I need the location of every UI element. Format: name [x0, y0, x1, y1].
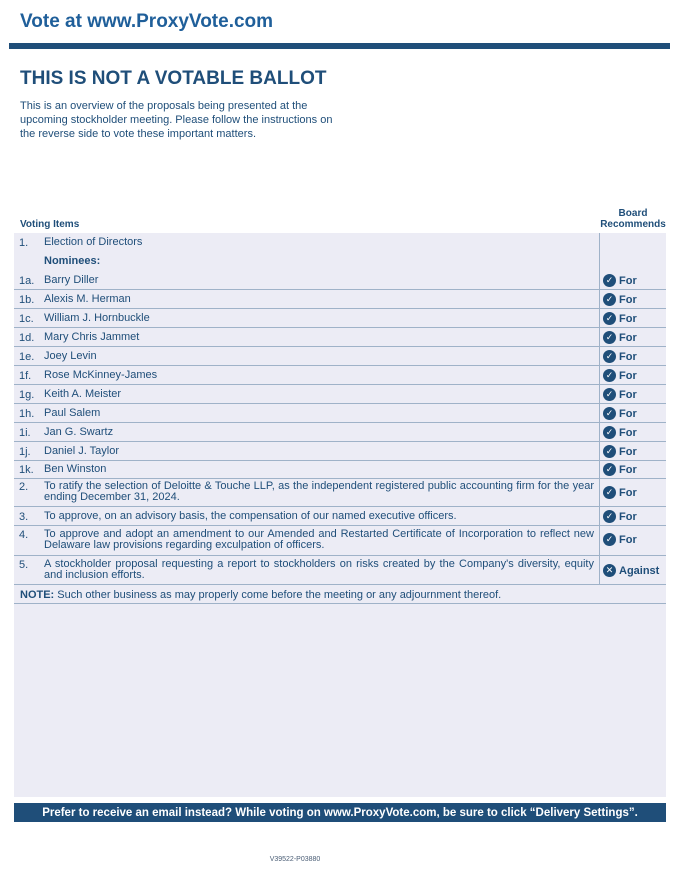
table-row-1d [14, 328, 666, 347]
table-row-1k [14, 461, 666, 479]
nominee-name: Jan G. Swartz [44, 426, 114, 438]
item-number: 1j. [19, 446, 31, 458]
recommendation-label: For [619, 510, 637, 523]
checkmark-circle-icon: ✓ [603, 331, 616, 344]
recommendation [603, 369, 665, 382]
checkmark-circle-icon: ✓ [603, 533, 616, 546]
table-row-1b [14, 290, 666, 309]
nominee-name: Mary Chris Jammet [44, 331, 140, 343]
proposal-text: To ratify the selection of Deloitte & Touche LLP, as the independent registered public accounting firm for the year ending December 31, 2024. [44, 480, 594, 503]
proposal-text: To approve and adopt an amendment to our Amended and Restarted Certificate of Incorporation to reflect new Delaware law provisions regarding exculpation of officers. [44, 528, 594, 551]
item-number: 1f. [19, 370, 32, 382]
nominees-heading-row [14, 252, 666, 271]
checkmark-circle-icon: ✓ [603, 388, 616, 401]
item-number: 2. [19, 481, 29, 493]
item-number: 4. [19, 529, 29, 541]
nominee-name: Barry Diller [44, 274, 99, 286]
recommendation [603, 426, 665, 439]
document-code: V39522-P03880 [269, 856, 321, 863]
item-number: 1k. [19, 464, 34, 476]
recommendation [603, 463, 665, 476]
recommendation [603, 486, 665, 499]
column-header-board-line2: Recommends [600, 219, 666, 230]
recommendation [603, 274, 665, 287]
recommendation-label: Against [619, 564, 660, 577]
checkmark-circle-icon: ✓ [603, 510, 616, 523]
item-number: 5. [19, 559, 29, 571]
checkmark-circle-icon: ✓ [603, 426, 616, 439]
nominee-name: Joey Levin [44, 350, 97, 362]
recommendation-label: For [619, 274, 637, 287]
recommendation-label: For [619, 486, 637, 499]
header-divider [9, 43, 670, 49]
table-row-1g [14, 385, 666, 404]
table-row-1j [14, 442, 666, 461]
recommendation [603, 445, 665, 458]
recommendation [603, 293, 665, 306]
column-header-board-recommends [600, 208, 666, 230]
checkmark-circle-icon: ✓ [603, 407, 616, 420]
item-number: 1c. [19, 313, 34, 325]
recommendation [603, 510, 665, 523]
note-label: NOTE: [20, 589, 55, 601]
checkmark-circle-icon: ✓ [603, 445, 616, 458]
nominee-name: Rose McKinney-James [44, 369, 158, 381]
item-number: 1g. [19, 389, 35, 401]
recommendation-label: For [619, 407, 637, 420]
table-row-5 [14, 556, 666, 585]
table-row-1 [14, 233, 666, 252]
table-row-1f [14, 366, 666, 385]
table-row-1e [14, 347, 666, 366]
recommendation-label: For [619, 445, 637, 458]
recommendation [603, 564, 665, 577]
nominee-name: Paul Salem [44, 407, 101, 419]
item-number: 1b. [19, 294, 35, 306]
table-row-1a [14, 271, 666, 290]
page-title: THIS IS NOT A VOTABLE BALLOT [20, 68, 327, 89]
note-body: Such other business as may properly come before the meeting or any adjournment thereof. [54, 589, 502, 601]
recommendation-label: For [619, 312, 637, 325]
column-header-voting-items: Voting Items [20, 219, 80, 230]
recommendation [603, 331, 665, 344]
checkmark-circle-icon: ✓ [603, 274, 616, 287]
item-number: 1e. [19, 351, 35, 363]
table-row-2 [14, 479, 666, 507]
recommendation-label: For [619, 388, 637, 401]
nominees-label: Nominees: [44, 255, 101, 267]
recommendation [603, 407, 665, 420]
table-row-1i [14, 423, 666, 442]
recommendation-label: For [619, 331, 637, 344]
checkmark-circle-icon: ✓ [603, 463, 616, 476]
recommendation-label: For [619, 293, 637, 306]
item-text: Election of Directors [44, 236, 143, 248]
table-row-1c [14, 309, 666, 328]
recommendation-label: For [619, 426, 637, 439]
header-title[interactable]: Vote at www.ProxyVote.com [20, 11, 274, 32]
nominee-name: Ben Winston [44, 463, 107, 475]
table-row-3 [14, 507, 666, 526]
item-number: 3. [19, 511, 29, 523]
item-number: 1d. [19, 332, 35, 344]
nominee-name: Alexis M. Herman [44, 293, 131, 305]
recommendation-label: For [619, 463, 637, 476]
table-row-4 [14, 526, 666, 556]
intro-text: This is an overview of the proposals being presented at the upcoming stockholder meeting. Please follow the instructions on the reverse side to vote these important matters. [20, 100, 333, 140]
note-text [20, 589, 501, 601]
item-number: 1i. [19, 427, 31, 439]
nominee-name: Daniel J. Taylor [44, 445, 119, 457]
recommendation-label: For [619, 369, 637, 382]
delivery-settings-banner [14, 803, 666, 822]
checkmark-circle-icon: ✓ [603, 350, 616, 363]
recommendation-label: For [619, 533, 637, 546]
proposal-text: To approve, on an advisory basis, the compensation of our named executive officers. [44, 510, 457, 522]
x-circle-icon: ✕ [603, 564, 616, 577]
checkmark-circle-icon: ✓ [603, 369, 616, 382]
checkmark-circle-icon: ✓ [603, 312, 616, 325]
item-number: 1h. [19, 408, 35, 420]
recommendation-label: For [619, 350, 637, 363]
table-row-1h [14, 404, 666, 423]
banner-text: Prefer to receive an email instead? While voting on www.ProxyVote.com, be sure to click “Delivery Settings”. [42, 806, 638, 819]
nominee-name: William J. Hornbuckle [44, 312, 150, 324]
recommendation [603, 350, 665, 363]
checkmark-circle-icon: ✓ [603, 486, 616, 499]
column-header-board-line1: Board [618, 208, 648, 219]
recommendation [603, 533, 665, 546]
item-number: 1a. [19, 275, 35, 287]
item-number: 1. [19, 237, 29, 249]
recommendation [603, 388, 665, 401]
recommendation [603, 312, 665, 325]
nominee-name: Keith A. Meister [44, 388, 122, 400]
checkmark-circle-icon: ✓ [603, 293, 616, 306]
proposal-text: A stockholder proposal requesting a report to stockholders on risks created by the Company's diversity, equity and inclusion efforts. [44, 558, 594, 581]
